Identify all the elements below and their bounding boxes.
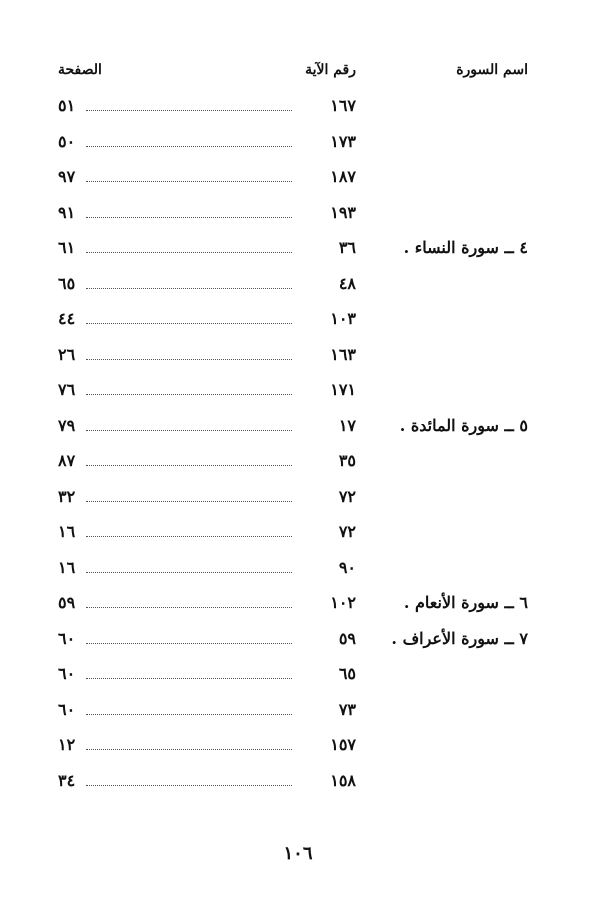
index-row <box>0 558 596 588</box>
page-ref: ٥٠ <box>58 131 76 151</box>
index-row <box>0 664 596 694</box>
index-row <box>0 309 596 339</box>
header-page: الصفحة <box>58 62 102 78</box>
index-row <box>0 416 596 446</box>
index-row <box>0 629 596 659</box>
surah-name: ٥ ــ سورة المائدة . <box>399 415 528 435</box>
page-ref: ٣٤ <box>58 770 76 790</box>
ayah-number: ١٨٧ <box>330 167 356 186</box>
page-ref: ٢٦ <box>58 344 76 364</box>
ayah-number: ٦٥ <box>338 664 356 683</box>
ayah-number: ٣٦ <box>338 238 356 257</box>
page-ref: ٦٠ <box>58 699 76 719</box>
page-ref: ٤٤ <box>58 309 76 328</box>
dot-leader <box>86 181 292 182</box>
index-row <box>0 700 596 730</box>
page-ref: ٣٢ <box>58 486 76 506</box>
index-row <box>0 96 596 126</box>
surah-name: ٤ ــ سورة النساء . <box>403 238 528 257</box>
surah-name: ٧ ــ سورة الأعراف . <box>391 628 528 648</box>
dot-leader <box>86 501 292 502</box>
dot-leader <box>86 217 292 218</box>
dot-leader <box>86 252 292 253</box>
dot-leader <box>86 536 292 537</box>
page-ref: ٥٩ <box>58 593 76 612</box>
header-surah-name: اسم السورة <box>456 62 528 78</box>
index-row <box>0 522 596 552</box>
dot-leader <box>86 146 292 147</box>
page-ref: ٦٠ <box>58 664 76 683</box>
ayah-number: ١٧٣ <box>330 131 356 151</box>
ayah-number: ٧٣ <box>338 699 356 719</box>
page-ref: ١٦ <box>58 557 76 577</box>
surah-name: ٦ ــ سورة الأنعام . <box>403 593 528 612</box>
ayah-number: ١٥٧ <box>330 735 356 754</box>
dot-leader <box>86 714 292 715</box>
page-ref: ٩٧ <box>58 167 76 186</box>
page-ref: ١٢ <box>58 735 76 754</box>
page-ref: ٧٦ <box>58 380 76 399</box>
dot-leader <box>86 643 292 644</box>
ayah-number: ١٦٣ <box>330 344 356 364</box>
page-ref: ٦٠ <box>58 628 76 648</box>
header-ayah-number: رقم الآية <box>305 62 356 78</box>
index-row <box>0 593 596 623</box>
dot-leader <box>86 785 292 786</box>
index-row <box>0 735 596 765</box>
ayah-number: ١٧١ <box>330 380 356 399</box>
ayah-number: ١٦٧ <box>330 96 356 115</box>
ayah-number: ١٠٣ <box>330 309 356 328</box>
index-row <box>0 132 596 162</box>
ayah-number: ١٥٨ <box>330 770 356 790</box>
dot-leader <box>86 394 292 395</box>
page-ref: ١٦ <box>58 522 76 541</box>
index-row <box>0 274 596 304</box>
dot-leader <box>86 465 292 466</box>
ayah-number: ٣٥ <box>338 451 356 470</box>
ayah-number: ١٠٢ <box>330 593 356 612</box>
index-row <box>0 451 596 481</box>
page-ref: ٧٩ <box>58 415 76 435</box>
page-number: ١٠٦ <box>283 843 313 864</box>
index-row <box>0 238 596 268</box>
page-ref: ٥١ <box>58 96 76 115</box>
page-ref: ٩١ <box>58 202 76 222</box>
dot-leader <box>86 288 292 289</box>
index-row <box>0 203 596 233</box>
index-row <box>0 487 596 517</box>
dot-leader <box>86 607 292 608</box>
ayah-number: ١٧ <box>338 415 356 435</box>
dot-leader <box>86 359 292 360</box>
index-row <box>0 380 596 410</box>
ayah-number: ٧٢ <box>338 522 356 541</box>
index-row <box>0 771 596 801</box>
ayah-number: ٤٨ <box>338 273 356 293</box>
ayah-number: ٥٩ <box>338 628 356 648</box>
page-ref: ٦٥ <box>58 273 76 293</box>
ayah-number: ١٩٣ <box>330 202 356 222</box>
ayah-number: ٧٢ <box>338 486 356 506</box>
dot-leader <box>86 323 292 324</box>
ayah-number: ٩٠ <box>338 557 356 577</box>
page-ref: ٦١ <box>58 238 76 257</box>
index-row <box>0 167 596 197</box>
dot-leader <box>86 572 292 573</box>
dot-leader <box>86 749 292 750</box>
dot-leader <box>86 678 292 679</box>
index-row <box>0 345 596 375</box>
dot-leader <box>86 110 292 111</box>
dot-leader <box>86 430 292 431</box>
page-ref: ٨٧ <box>58 451 76 470</box>
